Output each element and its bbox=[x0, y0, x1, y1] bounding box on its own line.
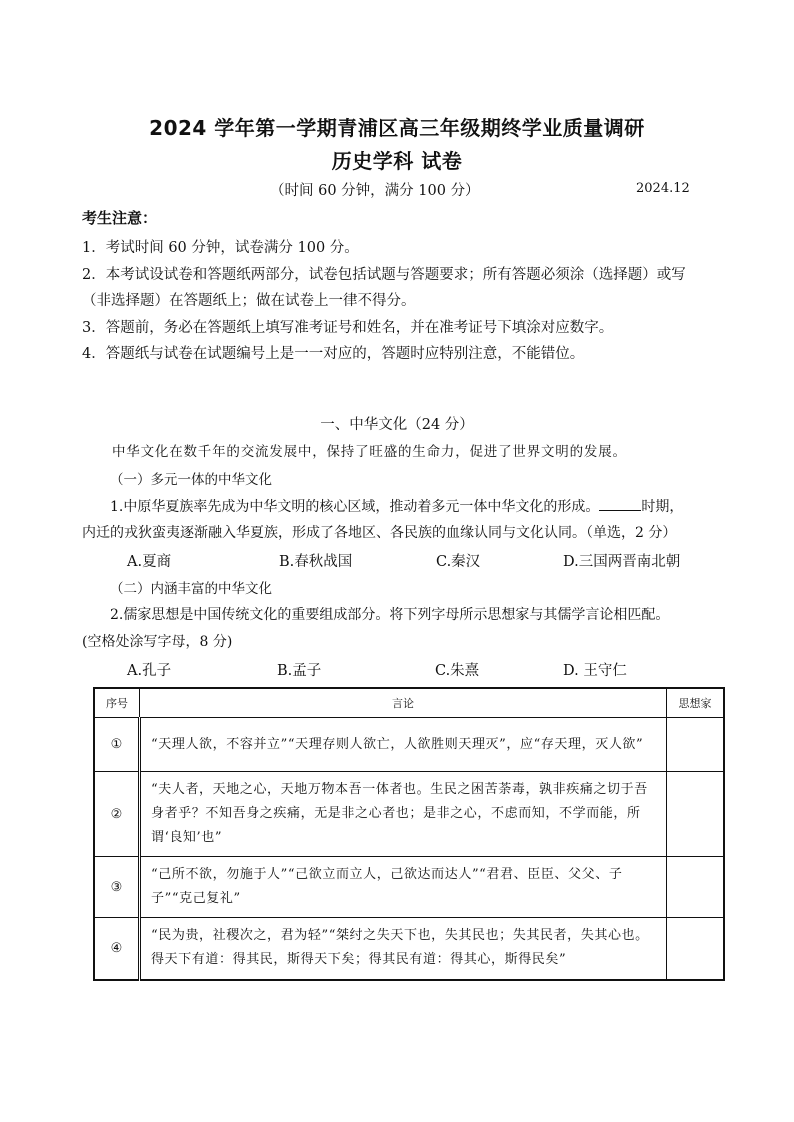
notice-item-4: 4．答题纸与试卷在试题编号上是一一对应的，答题时应特别注意，不能错位。 bbox=[82, 346, 585, 362]
row-number: ③ bbox=[94, 857, 140, 918]
header-thinker: 思想家 bbox=[667, 688, 725, 718]
matching-table bbox=[93, 687, 725, 981]
notice-item-1: 1．考试时间 60 分钟，试卷满分 100 分。 bbox=[82, 240, 359, 256]
subsection-2: （二）内涵丰富的中华文化 bbox=[110, 581, 272, 597]
row-quote: “民为贵，社稷次之，君为轻”“桀纣之失天下也，失其民也；失其民者，失其心也。得天下有道：得其民，斯得天下矣；得其民有道：得其心，斯得民矣” bbox=[140, 918, 667, 980]
row-number: ② bbox=[94, 772, 140, 857]
row-number: ① bbox=[94, 718, 140, 772]
q1-option-c[interactable]: C.秦汉 bbox=[436, 554, 481, 570]
row-number: ④ bbox=[94, 918, 140, 980]
exam-title: 2024 学年第一学期青浦区高三年级期终学业质量调研 bbox=[149, 116, 645, 140]
notice-item-2-cont: （非选择题）在答题纸上；做在试卷上一律不得分。 bbox=[82, 293, 416, 309]
q2-option-c: C.朱熹 bbox=[435, 663, 480, 679]
thinker-answer-cell[interactable] bbox=[667, 718, 725, 772]
question-1-text-b: 时期， bbox=[641, 499, 684, 515]
table-row bbox=[94, 857, 724, 918]
section-title: 一、中华文化（24 分） bbox=[320, 417, 474, 433]
table-row bbox=[94, 772, 724, 857]
subsection-1: （一）多元一体的中华文化 bbox=[110, 472, 272, 488]
notice-heading: 考生注意： bbox=[82, 209, 158, 227]
q1-option-a[interactable]: A.夏商 bbox=[127, 554, 172, 570]
thinker-answer-cell[interactable] bbox=[667, 918, 725, 980]
row-quote: “夫人者，天地之心，天地万物本吾一体者也。生民之困苦荼毒，孰非疾痛之切于吾身者乎？不知吾身之疾痛，无是非之心者也；是非之心，不虑而知，不学而能，所谓‘良知’也” bbox=[140, 772, 667, 857]
q1-option-b[interactable]: B.春秋战国 bbox=[279, 554, 353, 570]
question-1-text-a: 1.中原华夏族率先成为中华文明的核心区域，推动着多元一体中华文化的形成。 bbox=[110, 499, 600, 515]
table-header-row bbox=[94, 688, 724, 718]
notice-item-2: 2．本考试设试卷和答题纸两部分，试卷包括试题与答题要求；所有答题必须涂（选择题）或写 bbox=[82, 267, 686, 283]
question-1-line-2: 内迁的戎狄蛮夷逐渐融入华夏族，形成了各地区、各民族的血缘认同与文化认同。（单选，2 分） bbox=[82, 525, 677, 541]
answer-blank[interactable] bbox=[599, 496, 641, 511]
exam-subtitle: 历史学科 试卷 bbox=[331, 149, 463, 173]
header-number: 序号 bbox=[94, 688, 140, 718]
row-quote: “天理人欲，不容并立”“天理存则人欲亡，人欲胜则天理灭”，应“存天理，灭人欲” bbox=[140, 718, 667, 772]
question-2-line-2: (空格处涂写字母，8 分) bbox=[82, 634, 233, 650]
thinker-answer-cell[interactable] bbox=[667, 857, 725, 918]
section-intro: 中华文化在数千年的交流发展中，保持了旺盛的生命力，促进了世界文明的发展。 bbox=[112, 444, 627, 460]
table-row bbox=[94, 718, 724, 772]
thinker-answer-cell[interactable] bbox=[667, 772, 725, 857]
question-2-line-1: 2.儒家思想是中国传统文化的重要组成部分。将下列字母所示思想家与其儒学言论相匹配。 bbox=[110, 607, 670, 623]
header-quote: 言论 bbox=[140, 688, 667, 718]
row-quote: “己所不欲，勿施于人”“己欲立而立人，己欲达而达人”“君君、臣臣、父父、子子”“克己复礼” bbox=[140, 857, 667, 918]
q2-option-a: A.孔子 bbox=[127, 663, 172, 679]
table-row bbox=[94, 918, 724, 980]
question-1-line-1 bbox=[110, 496, 683, 516]
notice-item-3: 3．答题前，务必在答题纸上填写准考证号和姓名，并在准考证号下填涂对应数字。 bbox=[82, 320, 614, 336]
q2-option-d: D. 王守仁 bbox=[563, 663, 627, 679]
q2-option-b: B.孟子 bbox=[277, 663, 322, 679]
q1-option-d[interactable]: D.三国两晋南北朝 bbox=[563, 554, 681, 570]
exam-date: 2024.12 bbox=[636, 181, 690, 196]
exam-duration: （时间 60 分钟，满分 100 分） bbox=[270, 183, 480, 199]
